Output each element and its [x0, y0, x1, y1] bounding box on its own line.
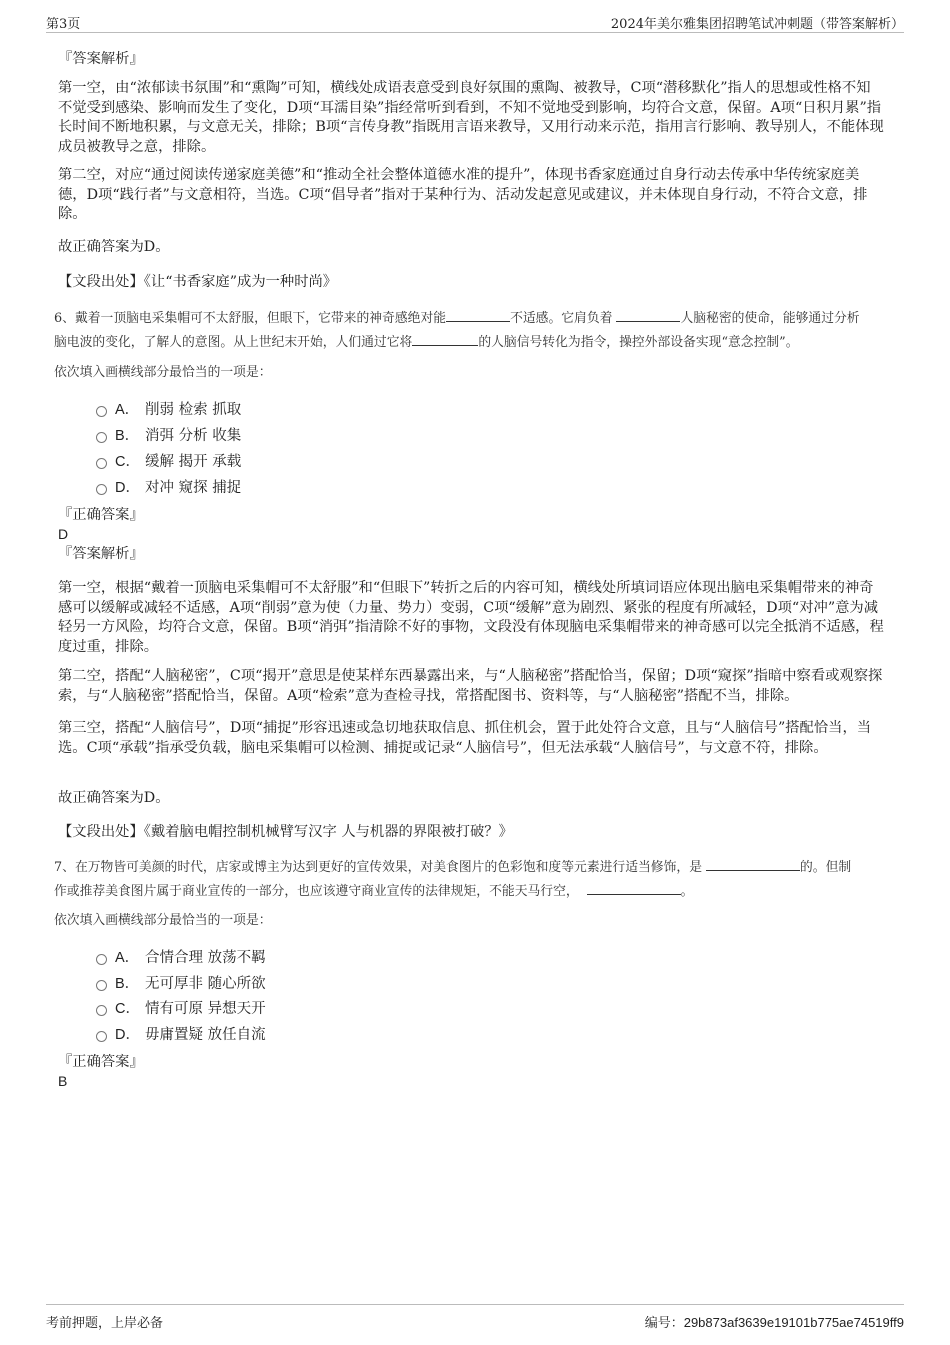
q6-conclusion: 故正确答案为D。	[58, 790, 170, 806]
q6-correct-answer: D	[58, 526, 69, 542]
q7-prompt: 依次填入画横线部分最恰当的一项是：	[54, 913, 272, 928]
q6-stem-part4: 脑电波的变化，了解人的意图。从上世纪末开始，人们通过它将	[54, 334, 413, 350]
document-title: 2024年美尔雅集团招聘笔试冲刺题（带答案解析）	[610, 17, 904, 32]
radio-icon[interactable]	[96, 406, 107, 417]
radio-icon[interactable]	[96, 432, 107, 443]
page-footer	[46, 1304, 904, 1331]
radio-icon[interactable]	[96, 1005, 107, 1016]
q7-option-d[interactable]: D． 毋庸置疑 放任自流	[96, 1023, 266, 1043]
q6-option-d[interactable]: D． 对冲 窥探 捕捉	[96, 476, 241, 496]
q6-option-c[interactable]: C． 缓解 揭开 承载	[96, 450, 241, 470]
q6-analysis-p2: 第二空，搭配“人脑秘密”，C项“揭开”意思是使某样东西暴露出来，与“人脑秘密”搭配恰当，保留；D项“窥探”指暗中察看或观察探索，与“人脑秘密”搭配恰当，保留。A项“检索”意为查检寻找，常搭配图书、资料等，与“人脑秘密”搭配不当，排除。	[58, 668, 883, 704]
q6-option-b[interactable]: B． 消弭 分析 收集	[96, 424, 241, 444]
q6-stem-part2: 不适感。它肩负着	[510, 311, 613, 326]
q7-stem-part3: 作或推荐美食图片属于商业宣传的一部分，也应该遵守商业宣传的法律规矩，不能天马行空，	[54, 883, 579, 899]
q7-stem	[54, 856, 902, 903]
q6-stem-part1: 6、戴着一顶脑电采集帽可不太舒服，但眼下，它带来的神奇感绝对能	[54, 311, 447, 326]
radio-icon[interactable]	[96, 458, 107, 469]
radio-icon[interactable]	[96, 1031, 107, 1042]
q6-analysis-p1: 第一空，根据“戴着一顶脑电采集帽可不太舒服”和“但眼下”转折之后的内容可知，横线处所填词语应体现出脑电采集帽带来的神奇感可以缓解或减轻不适感，A项“削弱”意为使（力量、势力）变弱，C项“缓解”意为剧烈、紧张的程度有所减轻，D项“对冲”意为减轻另一方风险，均符合文意，保留。B项“消弭”指清除不好的事物，文段没有体现脑电采集帽带来的神奇感可以完全抵消不适感，程度过重，排除。	[58, 580, 884, 655]
q5-conclusion: 故正确答案为D。	[58, 239, 170, 255]
radio-icon[interactable]	[96, 980, 107, 991]
page-number: 第3页	[46, 17, 81, 32]
q6-blank-1	[446, 307, 510, 322]
q5-analysis-p2: 第二空，对应“通过阅读传递家庭美德”和“推动全社会整体道德水准的提升”，体现书香家庭通过自身行动去传承中华传统家庭美德，D项“践行者”与文意相符，当选。C项“倡导者”指对于某种行为、活动发起意见或建议，并未体现自身行动，不符合文意，排除。	[58, 167, 868, 222]
q7-blank-1	[706, 856, 800, 871]
q7-stem-part1: 7、在万物皆可美颜的时代，店家或博主为达到更好的宣传效果，对美食图片的色彩饱和度等元素进行适当修饰，是	[54, 860, 702, 875]
q7-stem-part4: 。	[680, 883, 694, 899]
radio-icon[interactable]	[96, 954, 107, 965]
q6-stem-part3: 人脑秘密的使命，能够通过分析	[680, 311, 860, 326]
q7-stem-part2: 的。但制	[800, 860, 852, 875]
q7-option-a[interactable]: A． 合情合理 放荡不羁	[96, 946, 266, 966]
q6-blank-3	[412, 331, 478, 346]
q7-blank-2	[587, 880, 681, 895]
page-header	[46, 12, 904, 33]
q7-correct-label: 『正确答案』	[58, 1054, 144, 1070]
q6-option-a[interactable]: A． 削弱 检索 抓取	[96, 398, 241, 418]
q6-correct-label: 『正确答案』	[58, 507, 144, 523]
q6-analysis-p3: 第三空，搭配“人脑信号”，D项“捕捉”形容迅速或急切地获取信息、抓住机会，置于此处符合文意，且与“人脑信号”搭配恰当，当选。C项“承载”指承受负载，脑电采集帽可以检测、捕捉或记录“人脑信号”，但无法承载“人脑信号”，与文意不符，排除。	[58, 720, 872, 756]
q5-analysis-label: 『答案解析』	[58, 51, 144, 67]
footer-slogan: 考前押题，上岸必备	[46, 1316, 164, 1331]
q5-source: 【文段出处】《让“书香家庭”成为一种时尚》	[58, 274, 338, 290]
q6-prompt: 依次填入画横线部分最恰当的一项是：	[54, 365, 272, 380]
q6-stem-part5: 的人脑信号转化为指令，操控外部设备实现“意念控制”。	[478, 334, 799, 350]
q7-option-c[interactable]: C． 情有可原 异想天开	[96, 997, 266, 1017]
q7-option-b[interactable]: B． 无可厚非 随心所欲	[96, 972, 266, 992]
q6-stem	[54, 307, 902, 354]
radio-icon[interactable]	[96, 484, 107, 495]
q7-correct-answer: B	[58, 1073, 68, 1089]
q6-analysis-label: 『答案解析』	[58, 546, 144, 562]
document-code: 编号：29b873af3639e19101b775ae74519ff9	[644, 1315, 904, 1331]
q6-blank-2	[616, 307, 680, 322]
q6-source: 【文段出处】《戴着脑电帽控制机械臂写汉字 人与机器的界限被打破？》	[58, 824, 513, 840]
q5-analysis-p1: 第一空，由“浓郁读书氛围”和“熏陶”可知，横线处成语表意受到良好氛围的熏陶、被教导，C项“潜移默化”指人的思想或性格不知不觉受到感染、影响而发生了变化，D项“耳濡目染”指经常听到看到，不知不觉地受到影响，均符合文意，保留。A项“日积月累”指长时间不断地积累，与文意无关，排除；B项“言传身教”指既用言语来教导，又用行动来示范，指用言行影响、教导别人，不能体现成员被教导之意，排除。	[58, 80, 884, 155]
